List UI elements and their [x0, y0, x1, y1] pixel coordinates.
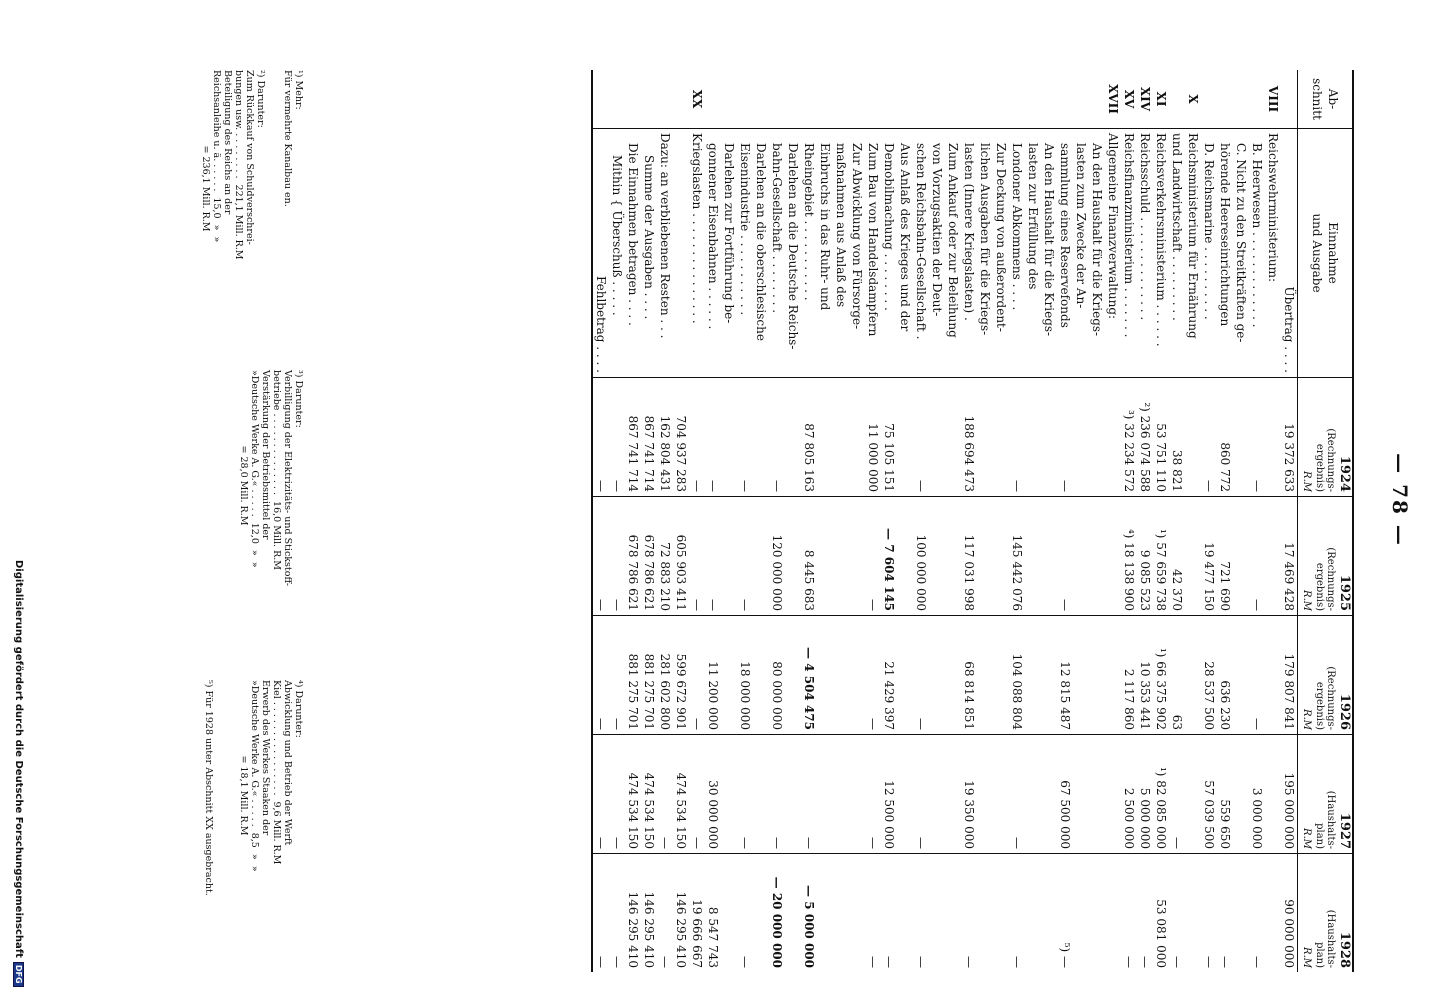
- value-cell: 42 370: [1169, 497, 1201, 616]
- value-cell: —: [705, 497, 737, 616]
- description-cell: Reichsfinanzministerium . . . . . . .: [1121, 129, 1137, 378]
- value-cell: 11 000 000: [865, 378, 881, 497]
- section-cell: [592, 70, 609, 129]
- table-row: [609, 70, 625, 972]
- description-cell: Zum Bau von Handelsdampfern: [865, 129, 881, 378]
- header-year-1927: 1927 (Haushalts- plan) R.M: [1298, 735, 1354, 854]
- description-cell: Aus Anlaß des Krieges und der Demobilmachung . . . . . . . .: [881, 129, 913, 378]
- value-cell: 2 117 860: [1121, 616, 1137, 735]
- value-cell: —: [1170, 956, 1184, 968]
- value-cell: 12 815 487: [1057, 616, 1105, 735]
- value-cell: 72 883 210: [657, 497, 673, 616]
- value-cell: —: [1057, 497, 1105, 616]
- section-cell: [881, 70, 913, 129]
- value-cell: —: [592, 735, 609, 854]
- section-cell: XI: [1153, 70, 1169, 129]
- value-cell: 881 275 701: [625, 616, 641, 735]
- page-number: — 78 —: [1388, 453, 1412, 547]
- description-cell: Allgemeine Finanzverwaltung:: [1105, 129, 1121, 378]
- table-row: [1153, 70, 1169, 972]
- value-cell: 11 200 000: [705, 616, 737, 735]
- value-cell: 18 000 000: [737, 616, 769, 735]
- section-cell: VIII: [1265, 70, 1281, 129]
- value-cell: —: [1009, 378, 1057, 497]
- value-cell: —: [914, 956, 928, 968]
- value-cell: 10 353 441: [1137, 616, 1153, 735]
- value-cell: 28 537 500: [1201, 616, 1217, 735]
- value-cell: —: [865, 616, 881, 735]
- value-cell: 21 429 397: [881, 616, 913, 735]
- section-cell: [625, 70, 641, 129]
- section-cell: [865, 70, 881, 129]
- value-cell: —: [865, 735, 881, 854]
- value-cell: 87 805 163: [801, 378, 865, 497]
- value-cell: —: [737, 735, 769, 854]
- value-cell: —: [1010, 956, 1024, 968]
- value-cell: —: [913, 378, 961, 497]
- table-row: [1265, 70, 1281, 972]
- value-cell: 162 804 431: [657, 378, 673, 497]
- value-cell: ²) 236 074 588: [1137, 378, 1153, 497]
- value-cell: 17 469 428: [1281, 497, 1298, 616]
- value-cell: 100 000 000: [913, 497, 961, 616]
- credit-text: Digitalisierung gefördert durch die Deutsche Forschungsgemeinschaft: [13, 560, 24, 958]
- value-cell: —: [1249, 497, 1265, 616]
- value-cell: —: [738, 956, 752, 968]
- value-cell: —: [1009, 735, 1057, 854]
- section-cell: [1057, 70, 1105, 129]
- table-row: [625, 70, 641, 972]
- description-cell: Reichsministerium für Ernährung und Landwirtschaft . . . . . . . . .: [1169, 129, 1201, 378]
- value-cell: 636 230: [1217, 616, 1249, 735]
- table-row: [913, 70, 961, 972]
- description-cell: Die Einnahmen betragen . . . .: [625, 129, 641, 378]
- value-cell: 146 295 410: [626, 891, 640, 968]
- value-cell: 704 937 283: [673, 378, 689, 497]
- value-cell: 117 031 998: [961, 497, 1009, 616]
- section-cell: XX: [689, 70, 705, 129]
- section-cell: XVII: [1105, 70, 1121, 129]
- value-cell: —: [1250, 956, 1264, 968]
- value-cell: ³) 32 234 572: [1121, 378, 1137, 497]
- value-cell: —: [689, 616, 705, 735]
- section-cell: [705, 70, 737, 129]
- section-cell: [1281, 70, 1298, 129]
- section-cell: [737, 70, 769, 129]
- table-row: [641, 70, 657, 972]
- value-cell: —: [609, 616, 625, 735]
- value-cell: 80 000 000: [769, 616, 801, 735]
- header-year-1926: 1926 (Rechnungs- ergebnis) R.M: [1298, 616, 1354, 735]
- section-cell: [801, 70, 865, 129]
- value-cell: —: [609, 378, 625, 497]
- value-cell: —: [801, 735, 865, 854]
- value-cell: 120 000 000: [769, 497, 801, 616]
- value-cell: 146 295 410: [674, 891, 688, 968]
- header-section: Ab- schnitt: [1298, 70, 1354, 129]
- description-cell: Reichswehrministerium:: [1265, 129, 1281, 378]
- footnote-1: ¹) Mehr: Für vermehrte Kanalbau en.: [282, 70, 304, 207]
- value-cell: —: [1249, 616, 1265, 735]
- section-cell: [609, 70, 625, 129]
- value-cell: 179 807 841: [1281, 616, 1298, 735]
- footnote-4: ⁴) Darunter: Abwicklung und Betrieb der Werft Kiel . . . . . . . . . . . . . . . . 9,6 Mill. R.M Erwerb des Werkes Staaken der »Deutsche Werke A. G.« . . . . . 8,5 » » = 18,1 Mill. R.M: [238, 680, 304, 872]
- header-year-1925: 1925 (Rechnungs- ergebnis) R.M: [1298, 497, 1354, 616]
- value-cell: —: [592, 497, 609, 616]
- value-cell: 30 000 000: [705, 735, 737, 854]
- section-cell: [1201, 70, 1217, 129]
- value-cell: — 7 604 145: [881, 497, 913, 616]
- table-row: [1137, 70, 1153, 972]
- value-cell: —: [1218, 956, 1232, 968]
- value-cell: —: [1169, 735, 1201, 854]
- description-cell: Fehlbetrag . . . .: [592, 129, 609, 378]
- table-row: [1201, 70, 1217, 972]
- section-cell: [961, 70, 1009, 129]
- value-cell: —: [1122, 956, 1136, 968]
- value-cell: 146 295 410: [642, 891, 656, 968]
- value-cell: 19 477 150: [1201, 497, 1217, 616]
- table-row: [1121, 70, 1137, 972]
- value-cell: 474 534 150: [673, 735, 689, 854]
- value-cell: 721 690: [1217, 497, 1249, 616]
- table-row: [769, 70, 801, 972]
- value-cell: —: [610, 956, 624, 968]
- value-cell: [1105, 616, 1121, 735]
- table-row: [801, 70, 865, 972]
- value-cell: ¹) 82 085 000: [1153, 735, 1169, 854]
- description-cell: Reichsschuld . . . . . . . . . . . . . .: [1137, 129, 1153, 378]
- header-description: Einnahme und Ausgabe: [1298, 129, 1354, 378]
- value-cell: [1265, 497, 1281, 616]
- description-cell: Mithin { Überschuß . . . . .: [609, 129, 625, 378]
- table-row: [592, 70, 609, 972]
- value-cell: 38 821: [1169, 378, 1201, 497]
- table-row: [1249, 70, 1265, 972]
- table-row: [1169, 70, 1201, 972]
- table-row: [881, 70, 913, 972]
- table-row: [705, 70, 737, 972]
- value-cell: —: [1249, 378, 1265, 497]
- value-cell: 19 666 667: [690, 899, 704, 968]
- header-year-1928: 1928 (Haushalts- plan) R.M: [1298, 854, 1354, 973]
- value-cell: —: [866, 956, 880, 968]
- value-cell: —: [913, 735, 961, 854]
- value-cell: —: [737, 378, 769, 497]
- section-cell: XV: [1121, 70, 1137, 129]
- description-cell: C. Nicht zu den Streitkräften ge- hörende Heereseinrichtungen: [1217, 129, 1249, 378]
- value-cell: 19 372 633: [1281, 378, 1298, 497]
- value-cell: —: [913, 616, 961, 735]
- value-cell: ⁴) 18 138 900: [1121, 497, 1137, 616]
- value-cell: 5 000 000: [1137, 735, 1153, 854]
- value-cell: 599 672 901: [673, 616, 689, 735]
- value-cell: —: [1202, 956, 1216, 968]
- value-cell: —: [1201, 378, 1217, 497]
- description-cell: Zum Ankauf oder zur Beleihung von Vorzugsaktien der Deut- schen Reichsbahn-Gesellschaft .: [913, 129, 961, 378]
- header-year-1924: 1924 (Rechnungs- ergebnis) R.M: [1298, 378, 1354, 497]
- table-row: [673, 70, 689, 972]
- section-cell: [673, 70, 689, 129]
- value-cell: [1105, 497, 1121, 616]
- section-cell: [1217, 70, 1249, 129]
- value-cell: — 20 000 000: [770, 876, 784, 968]
- description-cell: B. Heerwesen . . . . . . . . . . . . .: [1249, 129, 1265, 378]
- value-cell: — 4 504 475: [801, 616, 865, 735]
- description-cell: Kriegslasten . . . . . . . . . . . . . . .: [689, 129, 705, 378]
- value-cell: —: [1057, 378, 1105, 497]
- budget-table: [591, 70, 1354, 972]
- value-cell: 8 547 743: [706, 906, 720, 968]
- value-cell: 678 786 621: [625, 497, 641, 616]
- value-cell: 867 741 714: [625, 378, 641, 497]
- value-cell: 559 650: [1217, 735, 1249, 854]
- value-cell: 605 903 411: [673, 497, 689, 616]
- section-cell: [657, 70, 673, 129]
- table-row: [1057, 70, 1105, 972]
- value-cell: —: [1138, 956, 1152, 968]
- value-cell: —: [865, 497, 881, 616]
- description-cell: Darlehen an die oberschlesische Eisenindustrie . . . . . . . . . . .: [737, 129, 769, 378]
- table-row: [689, 70, 705, 972]
- value-cell: —: [592, 616, 609, 735]
- value-cell: 19 350 000: [961, 735, 1009, 854]
- description-cell: An den Haushalt für die Kriegs- lasten zur Erfüllung des Londoner Abkommens . . . .: [1009, 129, 1057, 378]
- footnote-3: ³) Darunter: Verbilligung der Elektrizitäts- und Stickstoff- betriebe . . . . . . . . . . . . . . 16,0 Mill. R.M Verstärkung der Betriebsmittel der »Deutsche Werke A. G.« . . . . . 12,0 » » = 28,0 Mill. R.M: [238, 370, 304, 587]
- value-cell: ¹) 66 375 902: [1153, 616, 1169, 735]
- section-cell: [769, 70, 801, 129]
- value-cell: 8 445 683: [801, 497, 865, 616]
- value-cell: —: [609, 497, 625, 616]
- dfg-logo: DFG: [13, 962, 24, 987]
- value-cell: —: [689, 378, 705, 497]
- value-cell: —: [705, 378, 737, 497]
- description-cell: D. Reichsmarine . . . . . . . . . .: [1201, 129, 1217, 378]
- value-cell: [1265, 616, 1281, 735]
- section-cell: [1009, 70, 1057, 129]
- value-cell: [1265, 378, 1281, 497]
- footnote-5: ⁵) Für 1928 unter Abschnitt XX ausgebracht.: [203, 680, 214, 896]
- description-cell: Darlehen zur Fortführung be- gonnener Eisenbahnen . . . . . .: [705, 129, 737, 378]
- value-cell: 63: [1169, 616, 1201, 735]
- table-body: [592, 70, 1298, 972]
- value-cell: [1265, 854, 1281, 973]
- value-cell: 57 039 500: [1201, 735, 1217, 854]
- value-cell: 9 085 523: [1137, 497, 1153, 616]
- section-cell: [1249, 70, 1265, 129]
- value-cell: ¹) 57 659 738: [1153, 497, 1169, 616]
- value-cell: 68 814 851: [961, 616, 1009, 735]
- digitization-credit: [13, 560, 24, 984]
- value-cell: [1265, 735, 1281, 854]
- value-cell: 188 694 473: [961, 378, 1009, 497]
- value-cell: —: [592, 854, 609, 973]
- value-cell: [1105, 378, 1121, 497]
- value-cell: 678 786 621: [641, 497, 657, 616]
- value-cell: 881 275 701: [641, 616, 657, 735]
- value-cell: —: [689, 735, 705, 854]
- value-cell: 860 772: [1217, 378, 1249, 497]
- table-row: [1217, 70, 1249, 972]
- value-cell: ⁵) —: [1058, 942, 1072, 968]
- section-cell: [641, 70, 657, 129]
- section-cell: [913, 70, 961, 129]
- value-cell: 195 000 000: [1281, 735, 1298, 854]
- value-cell: 867 741 714: [641, 378, 657, 497]
- value-cell: —: [689, 497, 705, 616]
- description-cell: [673, 129, 689, 378]
- value-cell: —: [609, 735, 625, 854]
- value-cell: —: [657, 735, 673, 854]
- table-row: [1105, 70, 1121, 972]
- table-row: [1281, 70, 1298, 972]
- table-row: [657, 70, 673, 972]
- value-cell: —: [882, 956, 896, 968]
- description-cell: Summe der Ausgaben . . . .: [641, 129, 657, 378]
- description-cell: Zur Abwicklung von Fürsorge- maßnahmen aus Anlaß des Einbruchs in das Ruhr- und Rheingebiet . . . . . . . . . . .: [801, 129, 865, 378]
- description-cell: Reichsverkehrsministerium . . . . . .: [1153, 129, 1169, 378]
- value-cell: —: [962, 956, 976, 968]
- value-cell: 53 751 110: [1153, 378, 1169, 497]
- value-cell: [1105, 735, 1121, 854]
- value-cell: 474 534 150: [641, 735, 657, 854]
- value-cell: —: [658, 956, 672, 968]
- value-cell: 67 500 000: [1057, 735, 1105, 854]
- description-cell: Dazu: an verbliebenen Resten . . .: [657, 129, 673, 378]
- description-cell: Zur Deckung von außerordent- lichen Ausgaben für die Kriegs- lasten (Innere Kriegslasten) .: [961, 129, 1009, 378]
- value-cell: 3 000 000: [1249, 735, 1265, 854]
- description-cell: An den Haushalt für die Kriegs- lasten zum Zwecke der An- sammlung eines Reservefonds: [1057, 129, 1105, 378]
- section-cell: XIV: [1137, 70, 1153, 129]
- value-cell: —: [769, 735, 801, 854]
- value-cell: — 5 000 000: [802, 885, 816, 968]
- value-cell: —: [737, 497, 769, 616]
- value-cell: 75 105 151: [881, 378, 913, 497]
- table-row: [961, 70, 1009, 972]
- section-cell: X: [1169, 70, 1201, 129]
- value-cell: 53 081 000: [1154, 899, 1168, 968]
- value-cell: —: [769, 378, 801, 497]
- value-cell: 104 088 804: [1009, 616, 1057, 735]
- value-cell: [1105, 854, 1121, 973]
- footnote-2: ²) Darunter: Zum Rückkauf von Schuldverschrei- bungen usw. . . . . . . . . 221,1 Mill. R.M Beteiligung des Reichs an der Reichsanleihe u. ä. . . . . . 15,0 » » = 236,1 Mill. R.M: [200, 70, 266, 260]
- value-cell: 281 602 800: [657, 616, 673, 735]
- value-cell: 474 534 150: [625, 735, 641, 854]
- value-cell: 12 500 000: [881, 735, 913, 854]
- table-row: [737, 70, 769, 972]
- table-row: [1009, 70, 1057, 972]
- value-cell: 90 000 000: [1282, 899, 1296, 968]
- value-cell: 145 442 076: [1009, 497, 1057, 616]
- value-cell: —: [592, 378, 609, 497]
- table-header-row: [1298, 70, 1354, 972]
- description-cell: Darlehen an die Deutsche Reichs- bahn-Gesellschaft . . . . . . . .: [769, 129, 801, 378]
- table-row: [865, 70, 881, 972]
- value-cell: 2 500 000: [1121, 735, 1137, 854]
- description-cell: Übertrag . . . .: [1281, 129, 1298, 378]
